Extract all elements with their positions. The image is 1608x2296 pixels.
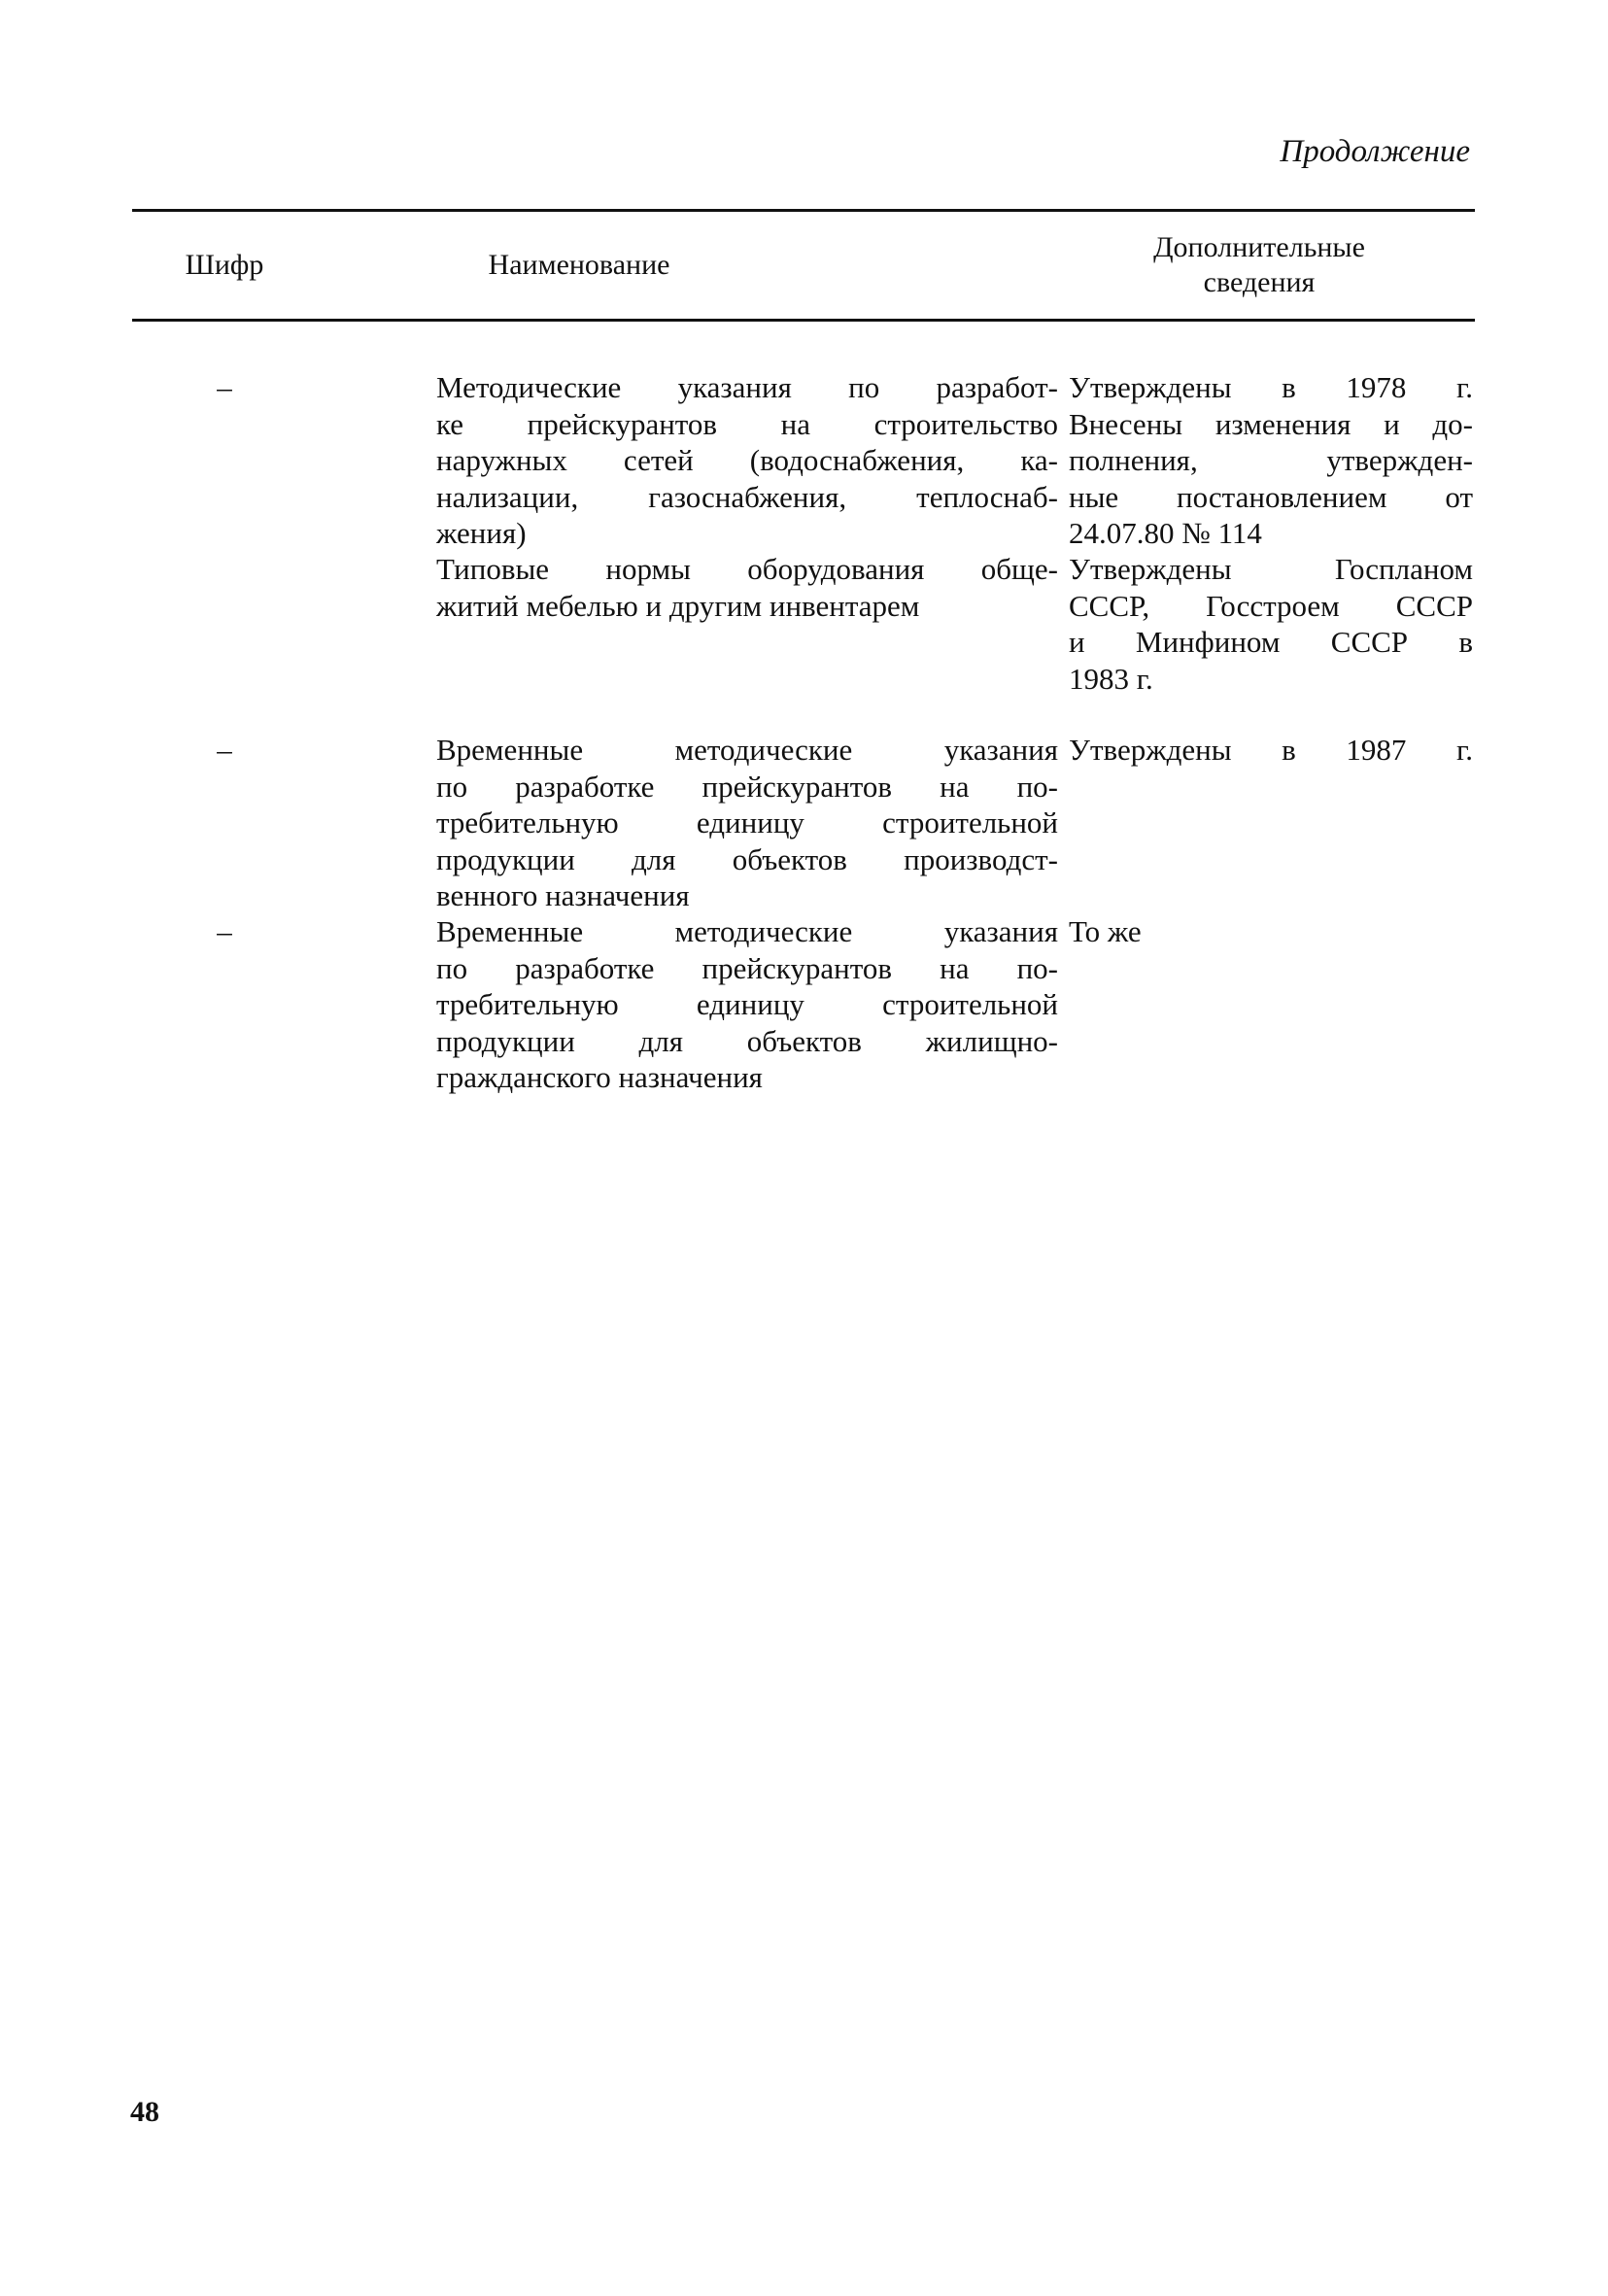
row-info	[1069, 732, 1473, 769]
row-name-line: Временные методические указания	[436, 733, 1058, 767]
header-info: Дополнительные сведения	[1153, 231, 1365, 298]
row-name-line: требительную единицу строительной	[436, 805, 1058, 840]
table-header-rule	[132, 319, 1475, 322]
row-info-line: 24.07.80 № 114	[1069, 516, 1262, 550]
row-code: –	[217, 370, 232, 404]
row-info-line: ные постановлением от	[1069, 479, 1473, 514]
table-header	[132, 212, 1475, 319]
row-info-line: и Минфином СССР в	[1069, 625, 1473, 659]
row-info-line: Утверждены в 1987 г.	[1069, 733, 1473, 767]
row-name-line: ке прейскурантов на строительство	[436, 406, 1058, 441]
row-name-line: житий мебелью и другим инвентарем	[436, 588, 920, 623]
row-info-line: То же	[1069, 914, 1142, 948]
row-name-line: гражданского назначения	[436, 1060, 763, 1094]
row-name-line: Типовые нормы оборудования обще-	[436, 552, 1058, 586]
row-name-line: нализации, газоснабжения, теплоснаб-	[436, 479, 1058, 514]
row-name-line: Временные методические указания	[436, 914, 1058, 948]
page-number: 48	[130, 2096, 159, 2128]
row-name	[436, 369, 1058, 552]
row-info-line: 1983 г.	[1069, 661, 1153, 696]
row-name-line: жения)	[436, 516, 527, 550]
row-name-line: по разработке прейскурантов на по-	[436, 769, 1058, 804]
header-name: Наименование	[488, 249, 670, 281]
row-name-line: по разработке прейскурантов на по-	[436, 950, 1058, 985]
row-name	[436, 732, 1058, 914]
row-name-line: продукции для объектов производст-	[436, 841, 1058, 876]
row-info-line: Утверждены Госпланом	[1069, 552, 1473, 586]
row-name-line: требительную единицу строительной	[436, 987, 1058, 1021]
row-code: –	[217, 733, 232, 767]
row-info-line: Внесены изменения и до-	[1069, 406, 1473, 441]
row-code: –	[217, 914, 232, 948]
row-info-line: полнения, утвержден-	[1069, 443, 1473, 477]
continuation-label: Продолжение	[1280, 134, 1470, 169]
row-name	[436, 913, 1058, 1096]
row-info-line: Утверждены в 1978 г.	[1069, 370, 1473, 404]
row-info-line: СССР, Госстроем СССР	[1069, 588, 1473, 623]
row-info	[1069, 913, 1473, 950]
row-info	[1069, 369, 1473, 552]
header-code: Шифр	[185, 249, 264, 281]
row-name	[436, 551, 1058, 624]
row-name-line: наружных сетей (водоснабжения, ка-	[436, 443, 1058, 477]
row-info	[1069, 551, 1473, 697]
row-name-line: Методические указания по разработ-	[436, 370, 1058, 404]
row-name-line: продукции для объектов жилищно-	[436, 1023, 1058, 1058]
row-name-line: венного назначения	[436, 878, 690, 912]
